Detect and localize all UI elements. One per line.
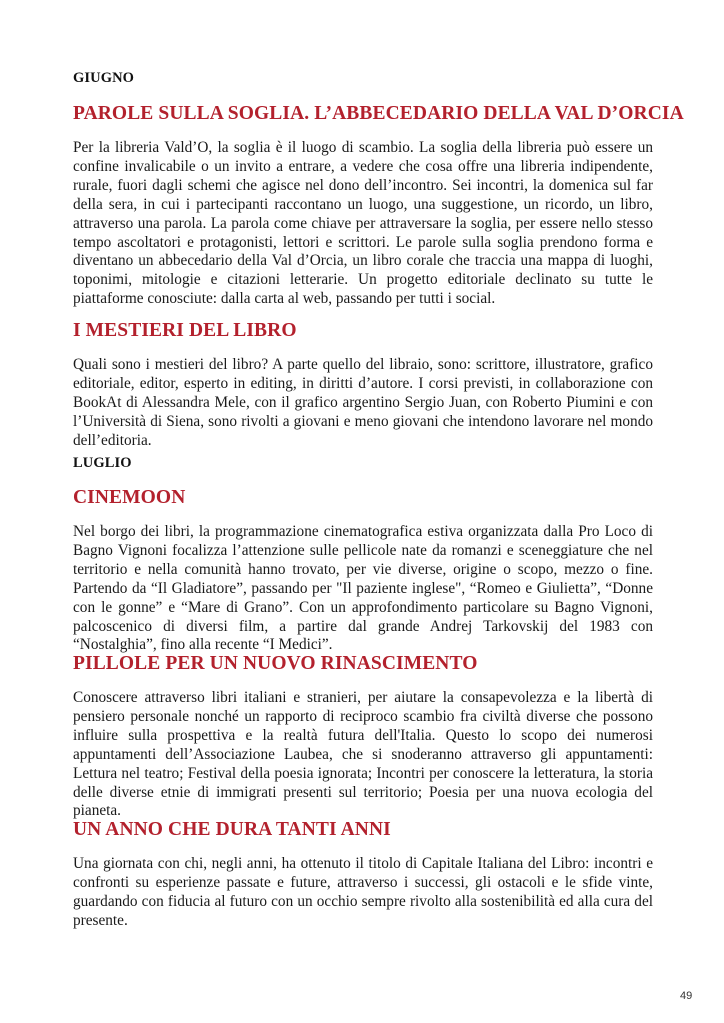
- month-heading-giugno: GIUGNO: [73, 70, 135, 86]
- section-body-cinemoon: Nel borgo dei libri, la programmazione cinematografica estiva organizzata dalla Pro Loco di Bagno Vignoni focalizza l’attenzione sulle pellicole nate da romanzi e sceneggiature che nel territorio e nella comunità hanno trovato, per vie diverse, origine o scopo, mezzo o fine. Partendo da “Il Gladiatore”, passando per "Il paziente inglese", “Romeo e Giulietta”, “Donne con le gonne” e “Mare di Grano”. Con un approfondimento particolare su Bagno Vignoni, palcoscenico di diversi film, a partire dal grande Andrej Tarkovskij del 1983 con “Nostalghia”, fino alla recente “I Medici”.: [73, 523, 653, 654]
- section-body-un-anno-che-dura: Una giornata con chi, negli anni, ha ottenuto il titolo di Capitale Italiana del Libro: incontri e confronti su esperienze passate e future, attraverso i successi, gli ostacoli e le sfide vinte, guardando con fiducia al futuro con un occhio sempre rivolto alla sostenibilità ed alla cura del presente.: [73, 855, 653, 929]
- section-body-parole-sulla-soglia: Per la libreria Vald’O, la soglia è il luogo di scambio. La soglia della libreria può essere un confine invalicabile o un invito a entrare, a vedere che cosa offre una libreria indipendente, rurale, fuori dagli schemi che agisce nel dono dell’incontro. Sei incontri, la domenica sul far della sera, in cui i partecipanti raccontano un luogo, una suggestione, un ricordo, un libro, attraverso una parola. La parola come chiave per attraversare la soglia, per essere nello stesso tempo ascoltatori e protagonisti, lettori e scrittori. Le parole sulla soglia prendono forma e diventano un abbecedario della Val d’Orcia, un libro corale che traccia una mappa di luoghi, toponimi, mitologie e citazioni letterarie. Un progetto editoriale declinato su tutte le piattaforme conosciute: dalla carta al web, passando per tutti i social.: [73, 139, 653, 308]
- section-title-parole-sulla-soglia: PAROLE SULLA SOGLIA. L’ABBECEDARIO DELLA VAL D’ORCIA: [73, 103, 684, 124]
- month-heading-luglio: LUGLIO: [73, 455, 132, 471]
- section-body-pillole-rinascimento: Conoscere attraverso libri italiani e stranieri, per aiutare la consapevolezza e la libertà di pensiero personale nonché un rapporto di reciproco scambio fra civiltà diverse che possono influire sulla prospettiva e la realtà futura dell'Italia. Questo lo scopo dei numerosi appuntamenti dell’Associazione Laubea, che si snoderanno attraverso gli appuntamenti: Lettura nel teatro; Festival della poesia ignorata; Incontri per conoscere la letteratura, la storia delle diverse etnie di immigrati presenti sul territorio; Poesia per una nuova ecologia del pianeta.: [73, 689, 653, 820]
- page-number: 49: [680, 990, 693, 1002]
- section-body-mestieri-del-libro: Quali sono i mestieri del libro? A parte quello del libraio, sono: scrittore, illustratore, grafico editoriale, editor, esperto in editing, in diritti d’autore. I corsi previsti, in collaborazione con BookAt di Alessandra Mele, con il grafico argentino Sergio Juan, con Roberto Piumini e con l’Università di Siena, sono rivolti a giovani e meno giovani che intendono lavorare nel mondo dell’editoria.: [73, 356, 653, 449]
- section-title-pillole-rinascimento: PILLOLE PER UN NUOVO RINASCIMENTO: [73, 653, 478, 674]
- section-title-cinemoon: CINEMOON: [73, 487, 186, 508]
- section-title-un-anno-che-dura: UN ANNO CHE DURA TANTI ANNI: [73, 819, 391, 840]
- section-title-mestieri-del-libro: I MESTIERI DEL LIBRO: [73, 320, 297, 341]
